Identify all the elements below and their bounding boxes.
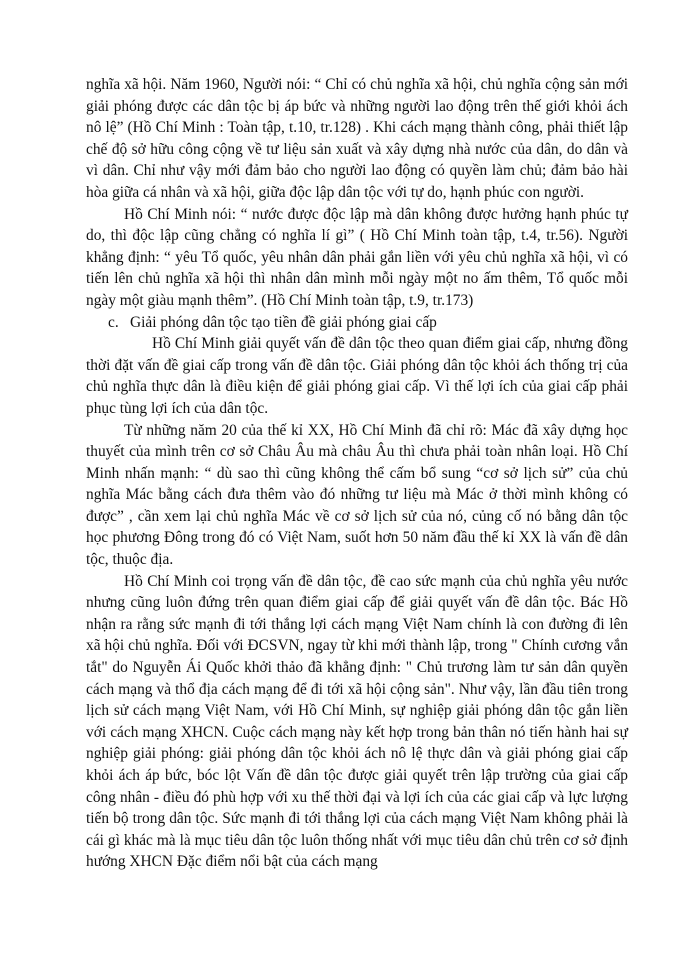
paragraph-class-in-nation: Hồ Chí Minh giải quyết vấn đề dân tộc theo quan điểm giai cấp, nhưng đồng thời đặt vấn đề giai cấp trong vấn đề dân tộc. Giải phóng dân tộc khỏi ách thống trị của chủ nghĩa thực dân là điều kiện để giải phóng giai cấp. Vì thế lợi ích của giai cấp phải phục tùng lợi ích của dân tộc. bbox=[86, 335, 628, 417]
document-page bbox=[86, 74, 628, 873]
paragraph-national-liberation-socialism: Hồ Chí Minh coi trọng vấn đề dân tộc, đề cao sức mạnh của chủ nghĩa yêu nước nhưng cũng luôn đứng trên quan điểm giai cấp để giải quyết vấn đề dân tộc. Bác Hồ nhận ra rằng sức mạnh đi tới thắng lợi cách mạng Việt Nam chính là con đường đi lên xã hội chủ nghĩa. Đối với ĐCSVN, ngay từ khi mới thành lập, trong " Chính cương vắn tắt" do Nguyễn Ái Quốc khởi thảo đã khẳng định: " Chủ trương làm tư sản dân quyền cách mạng và thổ địa cách mạng để đi tới xã hội cộng sản". Như vậy, lần đầu tiên trong lịch sử cách mạng Việt Nam, với Hồ Chí Minh, sự nghiệp giải phóng dân tộc gắn liền với cách mạng XHCN. Cuộc cách mạng này kết hợp trong bản thân nó tiến hành hai sự nghiệp giải phóng: giải phóng dân tộc khỏi ách nô lệ thực dân và giải phóng giai cấp khỏi ách áp bức, bóc lột Vấn đề dân tộc được giải quyết trên lập trường của giai cấp công nhân - điều đó phù hợp với xu thế thời đại và lợi ích của các giai cấp và lực lượng tiến bộ trong dân tộc. Sức mạnh đi tới thắng lợi của cách mạng Việt Nam không phải là cái gì khác mà là mục tiêu dân tộc luôn thống nhất với mục tiêu dân chủ trên cơ sở định hướng XHCN Đặc điểm nổi bật của cách mạng bbox=[86, 572, 628, 871]
paragraph-independence-quote: Hồ Chí Minh nói: “ nước được độc lập mà dân không được hưởng hạnh phúc tự do, thì độc lập cũng chẳng có nghĩa lí gì” ( Hồ Chí Minh toàn tập, t.4, tr.56). Người khẳng định: “ yêu Tổ quốc, yêu nhân dân phải gắn liền với yêu chủ nghĩa xã hội, vì có tiến lên chủ nghĩa xã hội thì nhân dân mình mỗi ngày một no ấm thêm, Tổ quốc mỗi ngày một giàu mạnh thêm”. (Hồ Chí Minh toàn tập, t.9, tr.173) bbox=[86, 205, 628, 309]
section-c-marker: c. bbox=[108, 313, 119, 331]
section-c-title: Giải phóng dân tộc tạo tiền đề giải phóng giai cấp bbox=[130, 313, 437, 331]
paragraph-marx-historical-basis: Từ những năm 20 của thế kỉ XX, Hồ Chí Minh đã chỉ rõ: Mác đã xây dựng học thuyết của mình trên cơ sở Châu Âu mà châu Âu thì chưa phải toàn nhân loại. Hồ Chí Minh nhấn mạnh: “ dù sao thì cũng không thể cấm bổ sung “cơ sở lịch sử” của chủ nghĩa Mác bằng cách đưa thêm vào đó những tư liệu mà Mác ở thời mình không có được” , cần xem lại chủ nghĩa Mác về cơ sở lịch sử của nó, củng cố nó bằng dân tộc học phương Đông trong đó có Việt Nam, suốt hơn 50 năm đầu thế kỉ XX là vấn đề dân tộc, thuộc địa. bbox=[86, 421, 628, 569]
section-c-heading bbox=[86, 312, 628, 334]
paragraph-intro: nghĩa xã hội. Năm 1960, Người nói: “ Chỉ có chủ nghĩa xã hội, chủ nghĩa cộng sản mới giải phóng được các dân tộc bị áp bức và những người lao động trên thế giới khỏi ách nô lệ” (Hồ Chí Minh : Toàn tập, t.10, tr.128) . Khi cách mạng thành công, phải thiết lập chế độ sở hữu công cộng về tư liệu sản xuất và xây dựng nhà nước của dân, do dân và vì dân. Chỉ như vậy mới đảm bảo cho người lao động có quyền làm chủ; đảm bảo hài hòa giữa cá nhân và xã hội, giữa độc lập dân tộc với tự do, hạnh phúc con người. bbox=[86, 76, 628, 201]
